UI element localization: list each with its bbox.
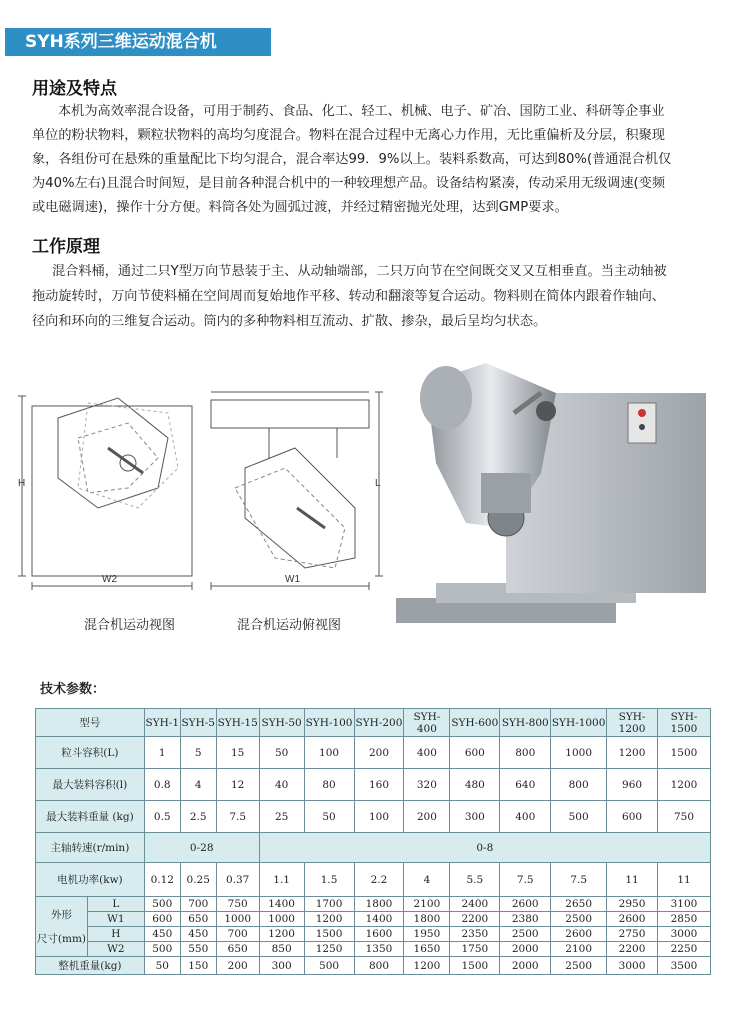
- cell: 400: [404, 737, 450, 769]
- cell: 1000: [551, 737, 607, 769]
- cell: 800: [354, 957, 404, 975]
- cell: 200: [404, 801, 450, 833]
- cell: 3100: [658, 897, 711, 912]
- cell: 1250: [304, 942, 354, 957]
- cell: 2200: [607, 942, 658, 957]
- cell: 400: [500, 801, 551, 833]
- cell: 1600: [354, 927, 404, 942]
- dim-key: W1: [87, 912, 144, 927]
- cell: 1750: [450, 942, 500, 957]
- model-cell: SYH-1200: [607, 709, 658, 737]
- cell: 1200: [658, 769, 711, 801]
- cell: 150: [180, 957, 216, 975]
- dim-key: W2: [87, 942, 144, 957]
- cell: 0.8: [144, 769, 180, 801]
- usage-line: 象，各组份可在悬殊的重量配比下均匀混合，混合率达99．9%以上。装料系数高，可达到80%(普通混合机仅: [32, 152, 672, 167]
- cell: 100: [354, 801, 404, 833]
- cell: 1.5: [304, 863, 354, 897]
- cell: 2380: [500, 912, 551, 927]
- cell: 600: [144, 912, 180, 927]
- model-cell: SYH-15: [216, 709, 259, 737]
- cell: 650: [216, 942, 259, 957]
- cell: 50: [259, 737, 304, 769]
- cell: 25: [259, 801, 304, 833]
- cell: 0-8: [259, 833, 710, 863]
- dim-key: H: [87, 927, 144, 942]
- cell: 800: [551, 769, 607, 801]
- cell: 2850: [658, 912, 711, 927]
- cell: 2500: [500, 927, 551, 942]
- cell: 1200: [607, 737, 658, 769]
- row-label: 最大装料容积(l): [36, 769, 145, 801]
- table-row: [36, 897, 711, 912]
- model-cell: SYH-1: [144, 709, 180, 737]
- cell: 2600: [551, 927, 607, 942]
- dim-w1-label: W1: [285, 574, 300, 585]
- table-row-models: [36, 709, 711, 737]
- model-cell: SYH-800: [500, 709, 551, 737]
- specs-label: 技术参数：: [40, 682, 106, 697]
- cell: 1500: [304, 927, 354, 942]
- cell: 650: [180, 912, 216, 927]
- cell: 1: [144, 737, 180, 769]
- cell: 2200: [450, 912, 500, 927]
- cell: 2500: [551, 957, 607, 975]
- cell: 2.5: [180, 801, 216, 833]
- cell: 450: [144, 927, 180, 942]
- cell: 2750: [607, 927, 658, 942]
- cell: 2.2: [354, 863, 404, 897]
- usage-line: 本机为高效率混合设备，可用于制药、食品、化工、轻工、机械、电子、矿冶、国防工业、科研等企事业: [58, 104, 665, 119]
- cell: 0.37: [216, 863, 259, 897]
- dim-key: L: [87, 897, 144, 912]
- cell: 500: [304, 957, 354, 975]
- cell: 1800: [404, 912, 450, 927]
- cell: 550: [180, 942, 216, 957]
- cell: 2650: [551, 897, 607, 912]
- cell: 700: [180, 897, 216, 912]
- cell: 1000: [216, 912, 259, 927]
- page-title: SYH系列三维运动混合机: [5, 28, 271, 56]
- row-label: 粒斗容积(L): [36, 737, 145, 769]
- cell: 1200: [259, 927, 304, 942]
- cell: 0-28: [144, 833, 259, 863]
- row-label: 最大装料重量 (kg): [36, 801, 145, 833]
- cell: 0.12: [144, 863, 180, 897]
- cell: 500: [144, 942, 180, 957]
- cell: 3500: [658, 957, 711, 975]
- cell: 3000: [607, 957, 658, 975]
- cell: 600: [607, 801, 658, 833]
- cell: 0.25: [180, 863, 216, 897]
- model-cell: SYH-5: [180, 709, 216, 737]
- cell: 2600: [500, 897, 551, 912]
- cell: 5.5: [450, 863, 500, 897]
- cell: 7.5: [551, 863, 607, 897]
- dim-l-label: L: [375, 478, 381, 489]
- cell: 80: [304, 769, 354, 801]
- dims-label-bottom: 尺寸(mm): [36, 932, 87, 945]
- cell: 500: [551, 801, 607, 833]
- cell: 4: [180, 769, 216, 801]
- model-cell: SYH-600: [450, 709, 500, 737]
- cell: 640: [500, 769, 551, 801]
- model-cell: SYH-1500: [658, 709, 711, 737]
- principle-line: 混合料桶，通过二只Y型万向节悬装于主、从动轴端部，二只万向节在空间既交叉又互相垂直。当主动轴被: [52, 264, 667, 279]
- cell: 1700: [304, 897, 354, 912]
- top-view-drawing: [205, 378, 390, 598]
- cell: 2100: [551, 942, 607, 957]
- caption-top-view: 混合机运动俯视图: [237, 618, 342, 633]
- cell: 7.5: [500, 863, 551, 897]
- principle-line: 径向和环向的三维复合运动。筒内的多种物料相互流动、扩散、掺杂，最后呈均匀状态。: [32, 314, 547, 329]
- usage-line: 单位的粉状物料，颗粒状物料的高均匀度混合。物料在混合过程中无离心力作用，无比重偏析及分层，积聚现: [32, 128, 665, 143]
- cell: 11: [658, 863, 711, 897]
- cell: 50: [144, 957, 180, 975]
- cell: 1.1: [259, 863, 304, 897]
- cell: 5: [180, 737, 216, 769]
- cell: 2000: [500, 957, 551, 975]
- cell: 1950: [404, 927, 450, 942]
- cell: 15: [216, 737, 259, 769]
- cell: 1500: [658, 737, 711, 769]
- cell: 1000: [259, 912, 304, 927]
- cell: 1800: [354, 897, 404, 912]
- row-label: 整机重量(kg): [36, 957, 145, 975]
- cell: 2400: [450, 897, 500, 912]
- cell: 1650: [404, 942, 450, 957]
- cell: 700: [216, 927, 259, 942]
- cell: 1200: [404, 957, 450, 975]
- model-cell: SYH-400: [404, 709, 450, 737]
- cell: 7.5: [216, 801, 259, 833]
- principle-line: 拖动旋转时，万向节使料桶在空间周而复始地作平移、转动和翻滚等复合运动。物料则在简体内跟着作轴向、: [32, 289, 665, 304]
- cell: 0.5: [144, 801, 180, 833]
- cell: 1400: [259, 897, 304, 912]
- cell: 300: [450, 801, 500, 833]
- cell: 850: [259, 942, 304, 957]
- dim-h-label: H: [18, 478, 26, 489]
- cell: 450: [180, 927, 216, 942]
- cell: 500: [144, 897, 180, 912]
- cell: 2350: [450, 927, 500, 942]
- dim-w2-label: W2: [102, 574, 117, 585]
- cell: 2500: [551, 912, 607, 927]
- spec-table: [35, 708, 711, 975]
- cell: 200: [216, 957, 259, 975]
- cell: 100: [304, 737, 354, 769]
- cell: 12: [216, 769, 259, 801]
- cell: 4: [404, 863, 450, 897]
- model-cell: SYH-200: [354, 709, 404, 737]
- model-cell: SYH-1000: [551, 709, 607, 737]
- model-cell: SYH-50: [259, 709, 304, 737]
- cell: 1500: [450, 957, 500, 975]
- cell: 2600: [607, 912, 658, 927]
- table-row: [36, 769, 711, 801]
- cell: 300: [259, 957, 304, 975]
- usage-heading: 用途及特点: [32, 79, 117, 99]
- cell: 11: [607, 863, 658, 897]
- table-row: [36, 737, 711, 769]
- cell: 480: [450, 769, 500, 801]
- cell: 800: [500, 737, 551, 769]
- cell: 2950: [607, 897, 658, 912]
- dims-label: [36, 897, 88, 957]
- table-row: [36, 801, 711, 833]
- table-row: [36, 942, 711, 957]
- table-row: [36, 912, 711, 927]
- cell: 2000: [500, 942, 551, 957]
- row-label: 电机功率(kw): [36, 863, 145, 897]
- table-row-speed: [36, 833, 711, 863]
- row-label: 主轴转速(r/min): [36, 833, 145, 863]
- cell: 1200: [304, 912, 354, 927]
- cell: 40: [259, 769, 304, 801]
- table-row: [36, 957, 711, 975]
- usage-line: 或电磁调速)，操作十分方便。料筒各处为圆弧过渡，并经过精密抛光处理，达到GMP要求。: [32, 200, 568, 215]
- machine-photo: [396, 353, 726, 643]
- cell: 750: [216, 897, 259, 912]
- cell: 750: [658, 801, 711, 833]
- cell: 320: [404, 769, 450, 801]
- usage-line: 为40%左右)且混合时间短，是目前各种混合机中的一种较理想产品。设备结构紧凑，传动采用无级调速(变频: [32, 176, 666, 191]
- table-row: [36, 863, 711, 897]
- cell: 3000: [658, 927, 711, 942]
- cell: 200: [354, 737, 404, 769]
- cell: 960: [607, 769, 658, 801]
- cell: 1350: [354, 942, 404, 957]
- model-cell: SYH-100: [304, 709, 354, 737]
- cell: 1400: [354, 912, 404, 927]
- cell: 2100: [404, 897, 450, 912]
- table-row: [36, 927, 711, 942]
- principle-heading: 工作原理: [32, 237, 100, 257]
- cell: 600: [450, 737, 500, 769]
- cell: 2250: [658, 942, 711, 957]
- dims-label-top: 外形: [50, 908, 72, 921]
- cell: 160: [354, 769, 404, 801]
- caption-side-view: 混合机运动视图: [84, 618, 176, 633]
- model-header: 型号: [36, 709, 145, 737]
- cell: 50: [304, 801, 354, 833]
- side-view-drawing: [18, 378, 198, 598]
